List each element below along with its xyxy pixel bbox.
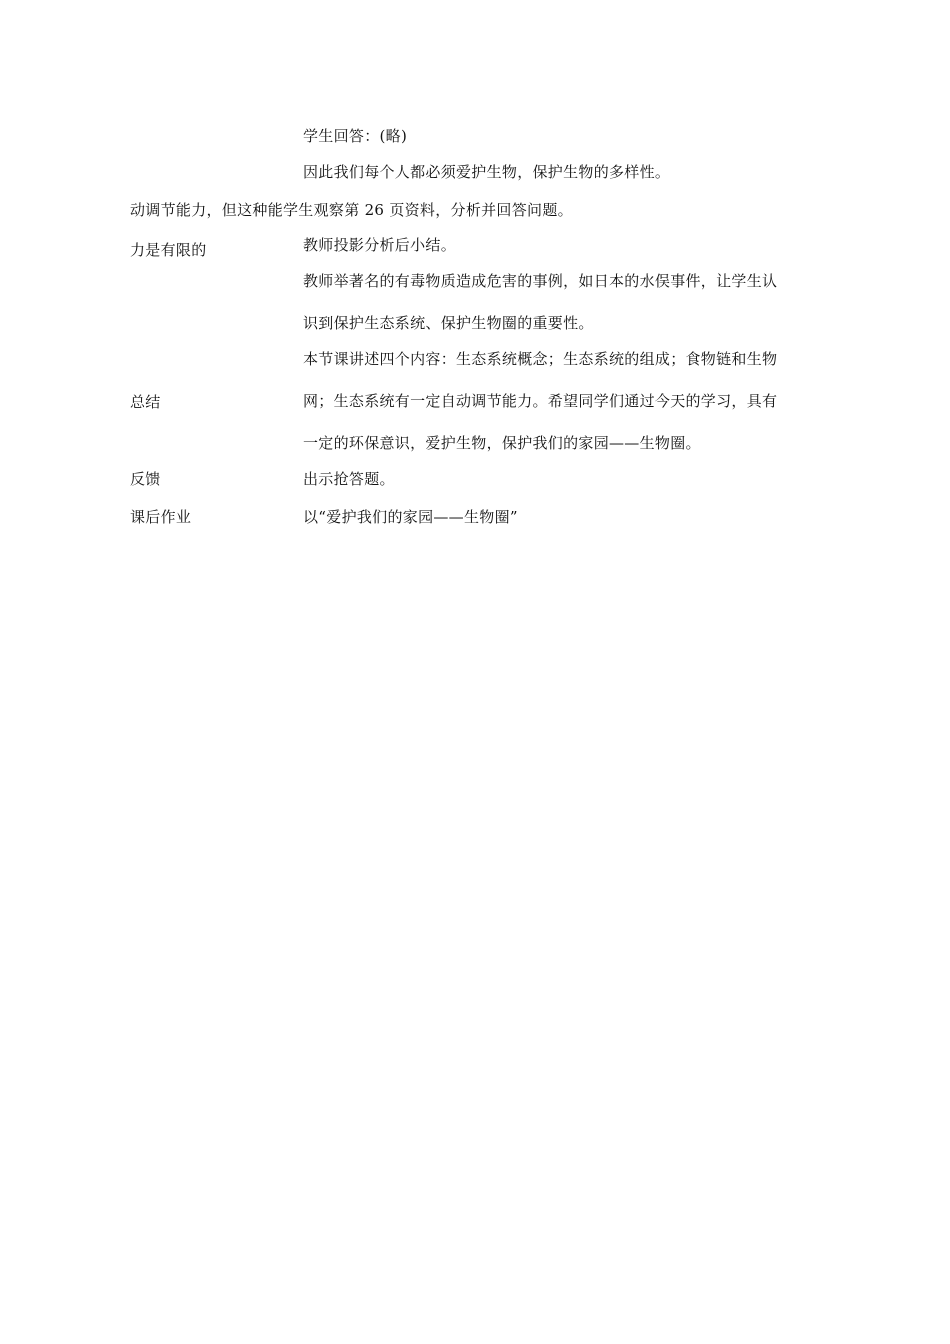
- limited-capacity-label: 力是有限的: [130, 241, 207, 259]
- therefore-line: 因此我们每个人都必须爱护生物，保护生物的多样性。: [303, 163, 671, 181]
- homework-label: 课后作业: [130, 508, 192, 526]
- student-answer-line: 学生回答：(略): [303, 127, 408, 145]
- homework-content: 以“爱护我们的家园——生物圈”: [303, 508, 518, 526]
- lesson-summary-line-1: 本节课讲述四个内容：生态系统概念；生态系统的组成；食物链和生物: [303, 350, 778, 368]
- feedback-label: 反馈: [130, 470, 161, 488]
- example-line-1: 教师举著名的有毒物质造成危害的事例，如日本的水俣事件，让学生认: [303, 272, 778, 290]
- self-regulation-line: 动调节能力，但这种能学生观察第 26 页资料，分析并回答问题。: [130, 201, 573, 219]
- lesson-summary-line-2: 网；生态系统有一定自动调节能力。希望同学们通过今天的学习，具有: [303, 392, 778, 410]
- teacher-summary-line: 教师投影分析后小结。: [303, 236, 457, 254]
- lesson-summary-line-3: 一定的环保意识，爱护生物，保护我们的家园——生物圈。: [303, 434, 701, 452]
- example-line-2: 识到保护生态系统、保护生物圈的重要性。: [303, 314, 594, 332]
- summary-label: 总结: [130, 393, 161, 411]
- feedback-content: 出示抢答题。: [303, 470, 395, 488]
